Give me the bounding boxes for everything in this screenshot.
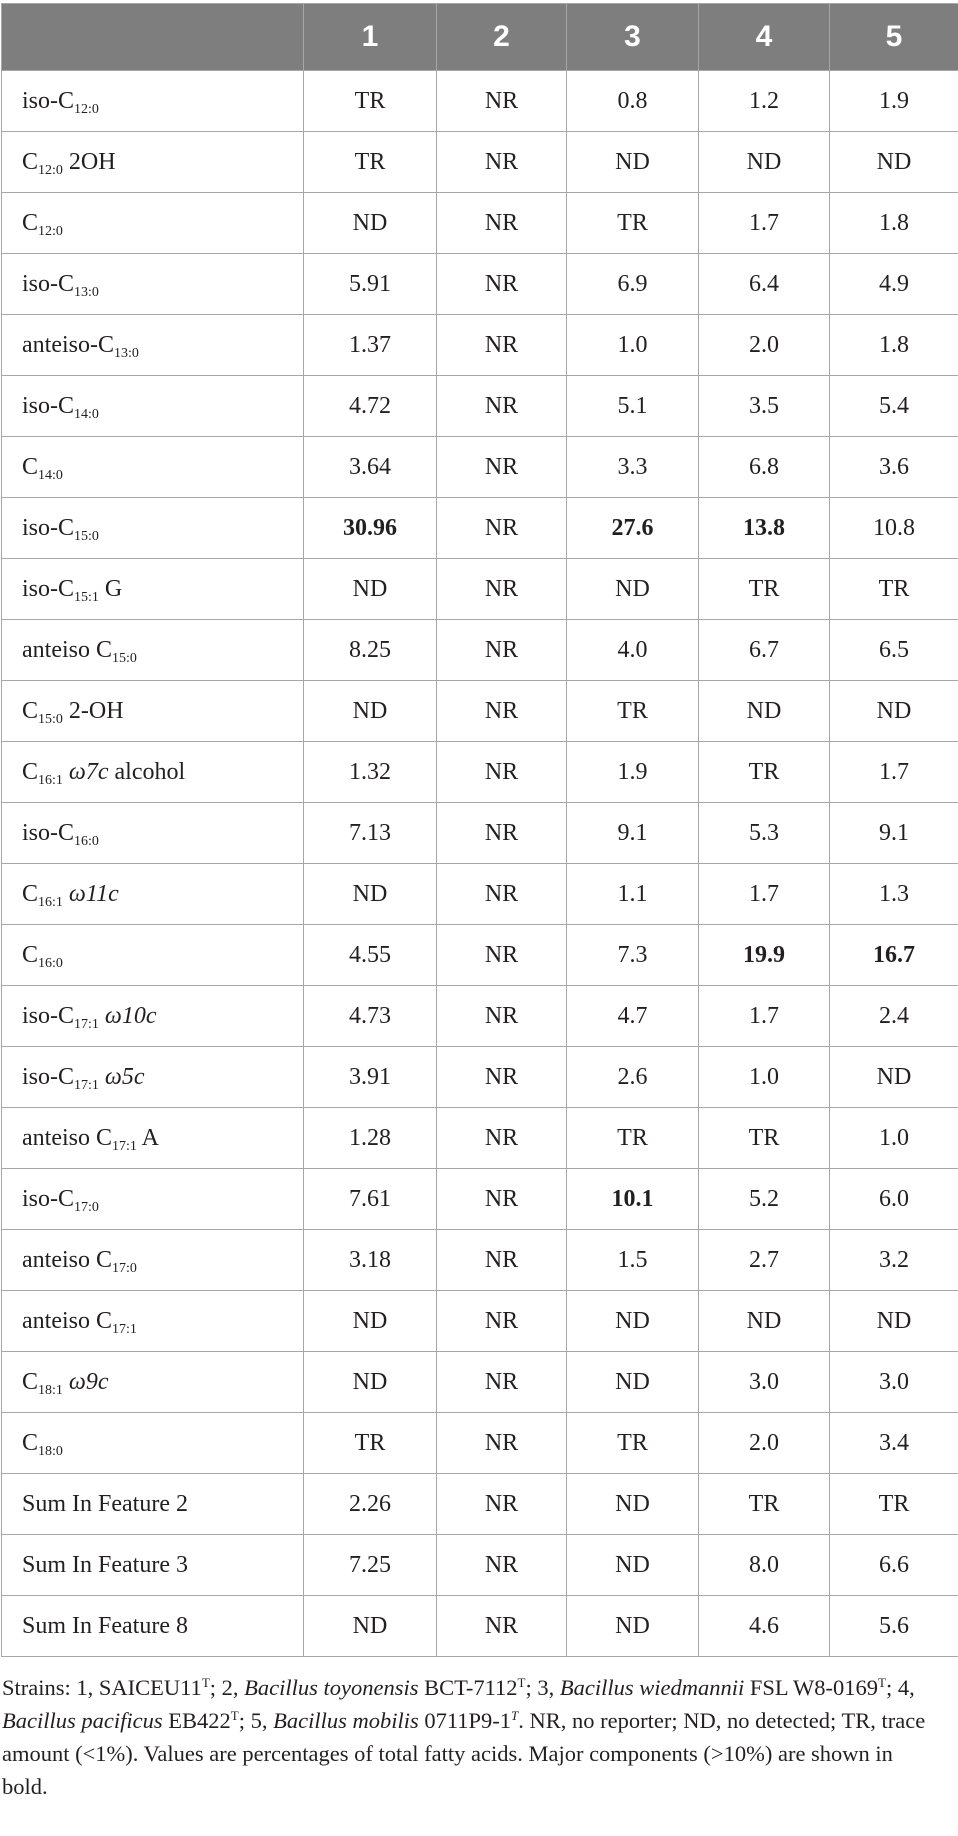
value-cell-strain-5: 10.8	[830, 498, 958, 559]
table-row	[2, 1230, 958, 1291]
value-cell-strain-3: 7.3	[567, 925, 699, 986]
value-cell-strain-2: NR	[437, 254, 567, 315]
value-cell-strain-2: NR	[437, 559, 567, 620]
table-row	[2, 437, 958, 498]
value-cell-strain-1: 1.37	[304, 315, 437, 376]
carbon-chain-subscript: 17:0	[112, 1261, 137, 1276]
value-cell-strain-5: 1.9	[830, 71, 958, 132]
fatty-acid-name	[2, 925, 304, 986]
value-cell-strain-4: 6.7	[699, 620, 830, 681]
value-cell-strain-5: 3.6	[830, 437, 958, 498]
value-cell-strain-1: 3.91	[304, 1047, 437, 1108]
value-cell-strain-3: ND	[567, 559, 699, 620]
value-cell-strain-3: ND	[567, 132, 699, 193]
value-cell-strain-1: TR	[304, 132, 437, 193]
fatty-acid-name	[2, 71, 304, 132]
table-row	[2, 1169, 958, 1230]
fatty-acid-prefix: C	[22, 881, 39, 907]
fatty-acid-prefix: anteiso C	[22, 1125, 112, 1151]
value-cell-strain-1: 4.73	[304, 986, 437, 1047]
value-cell-strain-3: 27.6	[567, 498, 699, 559]
fatty-acid-prefix: C	[22, 698, 39, 724]
carbon-chain-subscript: 15:1	[74, 590, 99, 605]
value-cell-strain-3: 9.1	[567, 803, 699, 864]
value-cell-strain-5: 2.4	[830, 986, 958, 1047]
carbon-chain-subscript: 16:1	[38, 773, 63, 788]
header-cell-strain-1: 1	[304, 4, 437, 71]
omega-notation: ω7c	[68, 759, 109, 785]
value-cell-strain-5: 3.4	[830, 1413, 958, 1474]
value-cell-strain-2: NR	[437, 1413, 567, 1474]
header-cell-empty	[2, 4, 304, 71]
fatty-acid-name	[2, 803, 304, 864]
header-cell-strain-4: 4	[699, 4, 830, 71]
fatty-acid-prefix: anteiso-C	[22, 332, 114, 358]
value-cell-strain-2: NR	[437, 742, 567, 803]
value-cell-strain-1: 7.25	[304, 1535, 437, 1596]
value-cell-strain-1: 4.55	[304, 925, 437, 986]
footnote-text: 0711P9-1	[418, 1708, 512, 1733]
value-cell-strain-5: 9.1	[830, 803, 958, 864]
value-cell-strain-4: 8.0	[699, 1535, 830, 1596]
table-row	[2, 559, 958, 620]
fatty-acid-prefix: Sum In Feature 8	[22, 1613, 188, 1639]
value-cell-strain-5: 4.9	[830, 254, 958, 315]
value-cell-strain-1: ND	[304, 1291, 437, 1352]
value-cell-strain-3: ND	[567, 1596, 699, 1657]
value-cell-strain-2: NR	[437, 1230, 567, 1291]
value-cell-strain-1: ND	[304, 559, 437, 620]
value-cell-strain-4: 2.7	[699, 1230, 830, 1291]
value-cell-strain-4: 4.6	[699, 1596, 830, 1657]
carbon-chain-subscript: 15:0	[112, 651, 137, 666]
carbon-chain-subscript: 18:0	[38, 1444, 63, 1459]
type-strain-marker: T	[230, 1708, 239, 1723]
type-strain-marker: T	[877, 1675, 886, 1690]
value-cell-strain-2: NR	[437, 193, 567, 254]
carbon-chain-subscript: 16:0	[74, 834, 99, 849]
fatty-acid-prefix: iso-C	[22, 1003, 75, 1029]
value-cell-strain-5: 6.0	[830, 1169, 958, 1230]
value-cell-strain-4: TR	[699, 1474, 830, 1535]
fatty-acid-name	[2, 1413, 304, 1474]
value-cell-strain-2: NR	[437, 620, 567, 681]
value-cell-strain-5: 5.4	[830, 376, 958, 437]
carbon-chain-subscript: 17:1	[74, 1078, 99, 1093]
fatty-acid-table	[1, 3, 958, 1657]
species-name: Bacillus mobilis	[273, 1708, 419, 1733]
footnote-text: BCT-7112	[418, 1675, 518, 1700]
value-cell-strain-4: 6.4	[699, 254, 830, 315]
value-cell-strain-3: 4.7	[567, 986, 699, 1047]
fatty-acid-prefix: anteiso C	[22, 1308, 112, 1334]
omega-notation: ω9c	[68, 1369, 109, 1395]
fatty-acid-name	[2, 193, 304, 254]
value-cell-strain-5: ND	[830, 681, 958, 742]
footnote-text: FSL W8-0169	[744, 1675, 878, 1700]
footnote-text: Strains: 1, SAICEU11	[2, 1675, 202, 1700]
value-cell-strain-4: 1.7	[699, 864, 830, 925]
fatty-acid-name	[2, 1047, 304, 1108]
fatty-acid-prefix: anteiso C	[22, 1247, 112, 1273]
fatty-acid-name	[2, 376, 304, 437]
fatty-acid-prefix: Sum In Feature 3	[22, 1552, 188, 1578]
table-row	[2, 1596, 958, 1657]
table-row	[2, 132, 958, 193]
fatty-acid-name	[2, 1169, 304, 1230]
type-strain-marker-italic: T	[511, 1708, 519, 1723]
value-cell-strain-5: 3.0	[830, 1352, 958, 1413]
value-cell-strain-3: 4.0	[567, 620, 699, 681]
header-row	[2, 4, 958, 71]
header-cell-strain-2: 2	[437, 4, 567, 71]
carbon-chain-subscript: 15:0	[74, 529, 99, 544]
carbon-chain-subscript: 17:1	[112, 1139, 137, 1154]
value-cell-strain-2: NR	[437, 132, 567, 193]
value-cell-strain-1: 8.25	[304, 620, 437, 681]
value-cell-strain-4: 3.0	[699, 1352, 830, 1413]
value-cell-strain-2: NR	[437, 1474, 567, 1535]
type-strain-marker: T	[517, 1675, 526, 1690]
fatty-acid-suffix: G	[98, 576, 123, 602]
value-cell-strain-3: 0.8	[567, 71, 699, 132]
fatty-acid-name	[2, 742, 304, 803]
fatty-acid-name	[2, 681, 304, 742]
table-row	[2, 1474, 958, 1535]
fatty-acid-suffix: 2OH	[62, 149, 116, 175]
carbon-chain-subscript: 12:0	[38, 163, 63, 178]
value-cell-strain-2: NR	[437, 1291, 567, 1352]
value-cell-strain-3: TR	[567, 1108, 699, 1169]
fatty-acid-prefix: C	[22, 149, 39, 175]
carbon-chain-subscript: 18:1	[38, 1383, 63, 1398]
value-cell-strain-1: ND	[304, 864, 437, 925]
value-cell-strain-1: ND	[304, 1352, 437, 1413]
table-row	[2, 925, 958, 986]
value-cell-strain-4: ND	[699, 132, 830, 193]
carbon-chain-subscript: 13:0	[74, 285, 99, 300]
omega-notation: ω5c	[104, 1064, 145, 1090]
value-cell-strain-4: 5.2	[699, 1169, 830, 1230]
table-row	[2, 71, 958, 132]
value-cell-strain-1: 2.26	[304, 1474, 437, 1535]
footnote-text: . NR, no reporter; ND, no detected; TR, trace amount (<1%). Values are percentages of total fatty acids. Major components (>10%) are shown in bold.	[2, 1708, 926, 1799]
value-cell-strain-1: 3.64	[304, 437, 437, 498]
fatty-acid-name	[2, 1474, 304, 1535]
value-cell-strain-3: TR	[567, 193, 699, 254]
fatty-acid-prefix: anteiso C	[22, 637, 112, 663]
value-cell-strain-3: 1.1	[567, 864, 699, 925]
fatty-acid-prefix: C	[22, 210, 39, 236]
value-cell-strain-4: 1.7	[699, 986, 830, 1047]
type-strain-marker: T	[201, 1675, 210, 1690]
fatty-acid-suffix: A	[136, 1125, 159, 1151]
value-cell-strain-1: 1.28	[304, 1108, 437, 1169]
table-row	[2, 254, 958, 315]
value-cell-strain-2: NR	[437, 437, 567, 498]
fatty-acid-name	[2, 1108, 304, 1169]
fatty-acid-name	[2, 1535, 304, 1596]
value-cell-strain-5: 1.3	[830, 864, 958, 925]
fatty-acid-name	[2, 498, 304, 559]
value-cell-strain-2: NR	[437, 498, 567, 559]
value-cell-strain-3: ND	[567, 1535, 699, 1596]
table-row	[2, 681, 958, 742]
fatty-acid-prefix: iso-C	[22, 576, 75, 602]
table-row	[2, 1108, 958, 1169]
fatty-acid-prefix: C	[22, 942, 39, 968]
value-cell-strain-1: 5.91	[304, 254, 437, 315]
value-cell-strain-2: NR	[437, 925, 567, 986]
value-cell-strain-5: ND	[830, 132, 958, 193]
carbon-chain-subscript: 12:0	[38, 224, 63, 239]
fatty-acid-name	[2, 1596, 304, 1657]
footnote-text: ; 2,	[209, 1675, 245, 1700]
fatty-acid-name	[2, 1352, 304, 1413]
fatty-acid-name	[2, 986, 304, 1047]
value-cell-strain-2: NR	[437, 1535, 567, 1596]
value-cell-strain-2: NR	[437, 1352, 567, 1413]
value-cell-strain-1: 3.18	[304, 1230, 437, 1291]
value-cell-strain-1: TR	[304, 71, 437, 132]
value-cell-strain-5: 3.2	[830, 1230, 958, 1291]
value-cell-strain-5: 6.5	[830, 620, 958, 681]
value-cell-strain-4: ND	[699, 681, 830, 742]
carbon-chain-subscript: 17:0	[74, 1200, 99, 1215]
table-row	[2, 864, 958, 925]
value-cell-strain-2: NR	[437, 1169, 567, 1230]
value-cell-strain-2: NR	[437, 803, 567, 864]
fatty-acid-name	[2, 254, 304, 315]
carbon-chain-subscript: 16:1	[38, 895, 63, 910]
value-cell-strain-4: 13.8	[699, 498, 830, 559]
fatty-acid-prefix: iso-C	[22, 393, 75, 419]
value-cell-strain-3: 5.1	[567, 376, 699, 437]
value-cell-strain-2: NR	[437, 1596, 567, 1657]
value-cell-strain-3: 10.1	[567, 1169, 699, 1230]
value-cell-strain-5: 6.6	[830, 1535, 958, 1596]
value-cell-strain-4: 6.8	[699, 437, 830, 498]
value-cell-strain-3: 1.9	[567, 742, 699, 803]
value-cell-strain-5: 1.7	[830, 742, 958, 803]
value-cell-strain-5: 16.7	[830, 925, 958, 986]
footnote-text: ; 4,	[885, 1675, 915, 1700]
fatty-acid-prefix: C	[22, 1430, 39, 1456]
fatty-acid-prefix: iso-C	[22, 515, 75, 541]
header-cell-strain-5: 5	[830, 4, 958, 71]
carbon-chain-subscript: 12:0	[74, 102, 99, 117]
table-row	[2, 803, 958, 864]
table-row	[2, 315, 958, 376]
value-cell-strain-2: NR	[437, 681, 567, 742]
fatty-acid-name	[2, 132, 304, 193]
value-cell-strain-1: TR	[304, 1413, 437, 1474]
table-row	[2, 986, 958, 1047]
value-cell-strain-5: ND	[830, 1291, 958, 1352]
value-cell-strain-5: TR	[830, 559, 958, 620]
value-cell-strain-3: 1.5	[567, 1230, 699, 1291]
fatty-acid-suffix-after: alcohol	[108, 759, 186, 785]
table-row	[2, 1291, 958, 1352]
fatty-acid-prefix: iso-C	[22, 88, 75, 114]
omega-notation: ω10c	[104, 1003, 157, 1029]
value-cell-strain-1: 7.13	[304, 803, 437, 864]
fatty-acid-prefix: iso-C	[22, 820, 75, 846]
table-row	[2, 1047, 958, 1108]
value-cell-strain-3: 6.9	[567, 254, 699, 315]
value-cell-strain-5: 1.8	[830, 193, 958, 254]
value-cell-strain-2: NR	[437, 986, 567, 1047]
omega-notation: ω11c	[68, 881, 119, 907]
fatty-acid-name	[2, 437, 304, 498]
fatty-acid-prefix: iso-C	[22, 271, 75, 297]
value-cell-strain-3: TR	[567, 1413, 699, 1474]
value-cell-strain-3: ND	[567, 1291, 699, 1352]
value-cell-strain-4: 3.5	[699, 376, 830, 437]
table-body	[2, 71, 958, 1657]
value-cell-strain-4: 2.0	[699, 1413, 830, 1474]
carbon-chain-subscript: 16:0	[38, 956, 63, 971]
fatty-acid-prefix: C	[22, 1369, 39, 1395]
species-name: Bacillus pacificus	[2, 1708, 163, 1733]
fatty-acid-prefix: iso-C	[22, 1064, 75, 1090]
value-cell-strain-3: 3.3	[567, 437, 699, 498]
value-cell-strain-1: 4.72	[304, 376, 437, 437]
carbon-chain-subscript: 14:0	[38, 468, 63, 483]
value-cell-strain-1: 7.61	[304, 1169, 437, 1230]
carbon-chain-subscript: 15:0	[38, 712, 63, 727]
species-name: Bacillus wiedmannii	[559, 1675, 745, 1700]
value-cell-strain-4: 5.3	[699, 803, 830, 864]
value-cell-strain-5: ND	[830, 1047, 958, 1108]
value-cell-strain-4: TR	[699, 559, 830, 620]
value-cell-strain-4: TR	[699, 742, 830, 803]
value-cell-strain-4: 1.0	[699, 1047, 830, 1108]
carbon-chain-subscript: 14:0	[74, 407, 99, 422]
value-cell-strain-5: 1.0	[830, 1108, 958, 1169]
value-cell-strain-2: NR	[437, 71, 567, 132]
value-cell-strain-3: ND	[567, 1352, 699, 1413]
fatty-acid-name	[2, 1291, 304, 1352]
value-cell-strain-3: ND	[567, 1474, 699, 1535]
table-row	[2, 376, 958, 437]
table-footnote	[2, 1671, 942, 1803]
value-cell-strain-3: 1.0	[567, 315, 699, 376]
value-cell-strain-4: 1.7	[699, 193, 830, 254]
value-cell-strain-4: TR	[699, 1108, 830, 1169]
table-row	[2, 1352, 958, 1413]
table-row	[2, 498, 958, 559]
value-cell-strain-2: NR	[437, 864, 567, 925]
value-cell-strain-1: ND	[304, 1596, 437, 1657]
fatty-acid-prefix: C	[22, 454, 39, 480]
value-cell-strain-5: TR	[830, 1474, 958, 1535]
table-row	[2, 193, 958, 254]
value-cell-strain-1: ND	[304, 681, 437, 742]
fatty-acid-name	[2, 559, 304, 620]
fatty-acid-name	[2, 315, 304, 376]
carbon-chain-subscript: 17:1	[112, 1322, 137, 1337]
value-cell-strain-1: ND	[304, 193, 437, 254]
value-cell-strain-4: 2.0	[699, 315, 830, 376]
table-row	[2, 1535, 958, 1596]
value-cell-strain-2: NR	[437, 1047, 567, 1108]
value-cell-strain-2: NR	[437, 1108, 567, 1169]
footnote-text: EB422	[162, 1708, 231, 1733]
value-cell-strain-1: 30.96	[304, 498, 437, 559]
value-cell-strain-3: TR	[567, 681, 699, 742]
table-row	[2, 620, 958, 681]
table-row	[2, 1413, 958, 1474]
carbon-chain-subscript: 13:0	[113, 346, 139, 361]
value-cell-strain-5: 1.8	[830, 315, 958, 376]
table-row	[2, 742, 958, 803]
fatty-acid-name	[2, 864, 304, 925]
carbon-chain-subscript: 17:1	[74, 1017, 99, 1032]
header-cell-strain-3: 3	[567, 4, 699, 71]
value-cell-strain-2: NR	[437, 376, 567, 437]
footnote-text: ; 5,	[238, 1708, 274, 1733]
footnote-text: ; 3,	[525, 1675, 560, 1700]
fatty-acid-prefix: iso-C	[22, 1186, 75, 1212]
value-cell-strain-3: 2.6	[567, 1047, 699, 1108]
fatty-acid-suffix: 2-OH	[62, 698, 124, 724]
value-cell-strain-5: 5.6	[830, 1596, 958, 1657]
fatty-acid-prefix: C	[22, 759, 39, 785]
value-cell-strain-4: 1.2	[699, 71, 830, 132]
value-cell-strain-2: NR	[437, 315, 567, 376]
fatty-acid-name	[2, 1230, 304, 1291]
value-cell-strain-4: 19.9	[699, 925, 830, 986]
species-name: Bacillus toyonensis	[244, 1675, 419, 1700]
value-cell-strain-1: 1.32	[304, 742, 437, 803]
fatty-acid-prefix: Sum In Feature 2	[22, 1491, 188, 1517]
value-cell-strain-4: ND	[699, 1291, 830, 1352]
fatty-acid-name	[2, 620, 304, 681]
